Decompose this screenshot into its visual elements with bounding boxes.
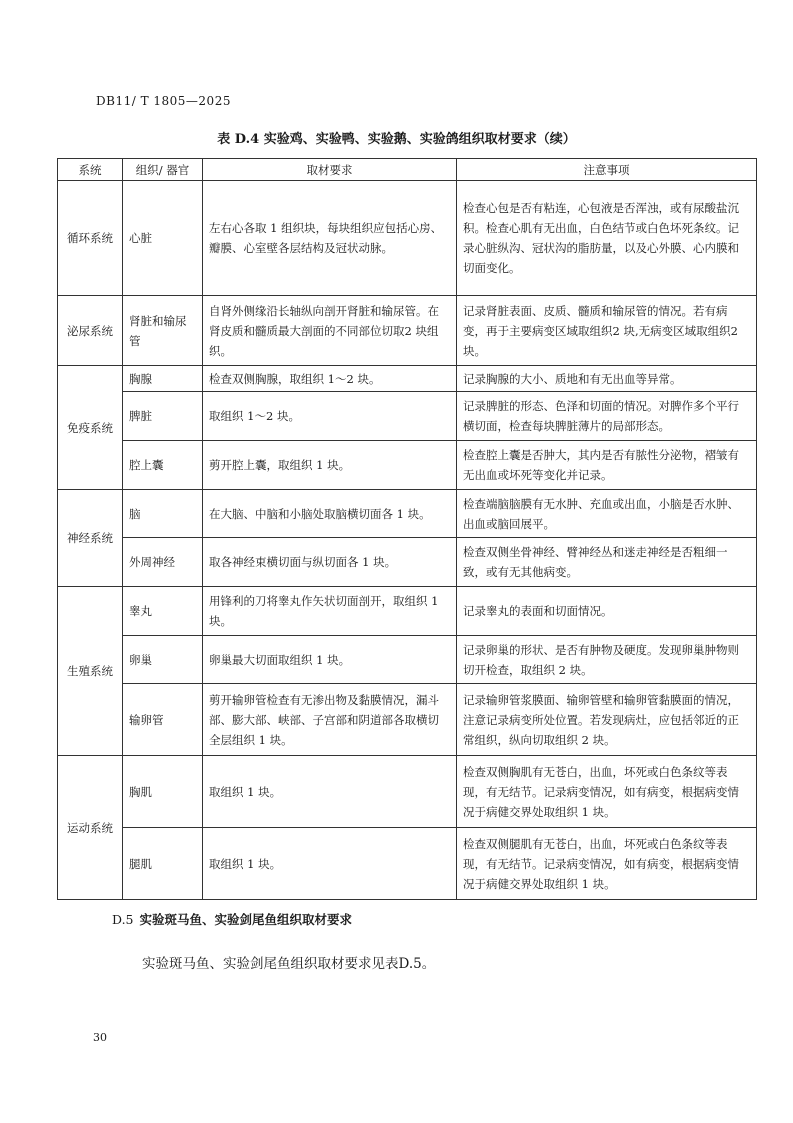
organ-cell: 脑 bbox=[123, 490, 203, 538]
requirement-cell: 在大脑、中脑和小脑处取脑横切面各 1 块。 bbox=[203, 490, 457, 538]
section-body-text: 实验斑马鱼、实验剑尾鱼组织取材要求见表D.5。 bbox=[142, 956, 436, 972]
column-header-notes: 注意事项 bbox=[457, 159, 757, 181]
organ-cell: 胸腺 bbox=[123, 366, 203, 392]
requirement-cell: 左右心各取 1 组织块，每块组织应包括心房、瓣膜、心室壁各层结构及冠状动脉。 bbox=[203, 181, 457, 296]
organ-cell: 外周神经 bbox=[123, 538, 203, 587]
system-cell: 免疫系统 bbox=[58, 366, 123, 490]
notes-cell: 记录脾脏的形态、色泽和切面的情况。对脾作多个平行横切面，检查每块脾脏薄片的局部形态。 bbox=[457, 392, 757, 441]
organ-cell: 脾脏 bbox=[123, 392, 203, 441]
notes-cell: 记录胸腺的大小、质地和有无出血等异常。 bbox=[457, 366, 757, 392]
requirement-cell: 检查双侧胸腺，取组织 1～2 块。 bbox=[203, 366, 457, 392]
table-row bbox=[58, 828, 757, 900]
notes-cell: 记录肾脏表面、皮质、髓质和输尿管的情况。若有病变，再于主要病变区域取组织2 块,无病变区域取组织2 块。 bbox=[457, 296, 757, 366]
organ-cell: 腿肌 bbox=[123, 828, 203, 900]
table-header-row bbox=[58, 159, 757, 181]
organ-cell: 腔上囊 bbox=[123, 441, 203, 490]
column-header-organ: 组织/ 器官 bbox=[123, 159, 203, 181]
table-row bbox=[58, 538, 757, 587]
table-row bbox=[58, 392, 757, 441]
requirement-cell: 卵巢最大切面取组织 1 块。 bbox=[203, 636, 457, 684]
table-row bbox=[58, 441, 757, 490]
system-cell: 泌尿系统 bbox=[58, 296, 123, 366]
notes-cell: 检查端脑脑膜有无水肿、充血或出血，小脑是否水肿、出血或脑回展平。 bbox=[457, 490, 757, 538]
section-heading bbox=[112, 910, 352, 928]
system-cell: 运动系统 bbox=[58, 756, 123, 900]
organ-cell: 心脏 bbox=[123, 181, 203, 296]
table-row bbox=[58, 366, 757, 392]
notes-cell: 检查心包是否有粘连，心包液是否浑浊，或有尿酸盐沉积。检查心肌有无出血，白色结节或白色坏死条纹。记录心脏纵沟、冠状沟的脂肪量，以及心外膜、心内膜和切面变化。 bbox=[457, 181, 757, 296]
requirement-cell: 取各神经束横切面与纵切面各 1 块。 bbox=[203, 538, 457, 587]
organ-cell: 胸肌 bbox=[123, 756, 203, 828]
system-cell: 循环系统 bbox=[58, 181, 123, 296]
document-id: DB11/ T 1805—2025 bbox=[96, 94, 231, 108]
section-title: 实验斑马鱼、实验剑尾鱼组织取材要求 bbox=[139, 912, 353, 927]
table-title: 表 D.4 实验鸡、实验鸭、实验鹅、实验鸽组织取材要求（续） bbox=[217, 132, 576, 147]
table-row bbox=[58, 296, 757, 366]
table-row bbox=[58, 587, 757, 636]
requirement-cell: 取组织 1 块。 bbox=[203, 828, 457, 900]
notes-cell: 检查双侧坐骨神经、臂神经丛和迷走神经是否粗细一致，或有无其他病变。 bbox=[457, 538, 757, 587]
requirement-cell: 自肾外侧缘沿长轴纵向剖开肾脏和输尿管。在肾皮质和髓质最大剖面的不同部位切取2 块组织。 bbox=[203, 296, 457, 366]
column-header-system: 系统 bbox=[58, 159, 123, 181]
notes-cell: 记录睾丸的表面和切面情况。 bbox=[457, 587, 757, 636]
column-header-requirement: 取材要求 bbox=[203, 159, 457, 181]
table-row bbox=[58, 490, 757, 538]
notes-cell: 检查双侧胸肌有无苍白，出血，坏死或白色条纹等表现，有无结节。记录病变情况，如有病变，根据病变情况于病健交界处取组织 1 块。 bbox=[457, 756, 757, 828]
table-row bbox=[58, 684, 757, 756]
requirement-cell: 取组织 1～2 块。 bbox=[203, 392, 457, 441]
organ-cell: 肾脏和输尿管 bbox=[123, 296, 203, 366]
requirement-cell: 用锋利的刀将睾丸作矢状切面剖开，取组织 1 块。 bbox=[203, 587, 457, 636]
requirement-cell: 取组织 1 块。 bbox=[203, 756, 457, 828]
notes-cell: 检查双侧腿肌有无苍白，出血，坏死或白色条纹等表现，有无结节。记录病变情况，如有病变，根据病变情况于病健交界处取组织 1 块。 bbox=[457, 828, 757, 900]
table-row bbox=[58, 181, 757, 296]
notes-cell: 记录卵巢的形状、是否有肿物及硬度。发现卵巢肿物则切开检查，取组织 2 块。 bbox=[457, 636, 757, 684]
organ-cell: 卵巢 bbox=[123, 636, 203, 684]
sampling-requirements-table bbox=[57, 158, 757, 900]
section-number: D.5 bbox=[112, 912, 134, 927]
requirement-cell: 剪开输卵管检查有无渗出物及黏膜情况，漏斗部、膨大部、峡部、子宫部和阴道部各取横切全层组织 1 块。 bbox=[203, 684, 457, 756]
table-row bbox=[58, 636, 757, 684]
system-cell: 神经系统 bbox=[58, 490, 123, 587]
system-cell: 生殖系统 bbox=[58, 587, 123, 756]
page-number: 30 bbox=[93, 1031, 107, 1044]
notes-cell: 检查腔上囊是否肿大，其内是否有脓性分泌物，褶皱有无出血或坏死等变化并记录。 bbox=[457, 441, 757, 490]
table-row bbox=[58, 756, 757, 828]
requirement-cell: 剪开腔上囊，取组织 1 块。 bbox=[203, 441, 457, 490]
notes-cell: 记录输卵管浆膜面、输卵管壁和输卵管黏膜面的情况，注意记录病变所处位置。若发现病灶，应包括邻近的正常组织，纵向切取组织 2 块。 bbox=[457, 684, 757, 756]
organ-cell: 睾丸 bbox=[123, 587, 203, 636]
organ-cell: 输卵管 bbox=[123, 684, 203, 756]
